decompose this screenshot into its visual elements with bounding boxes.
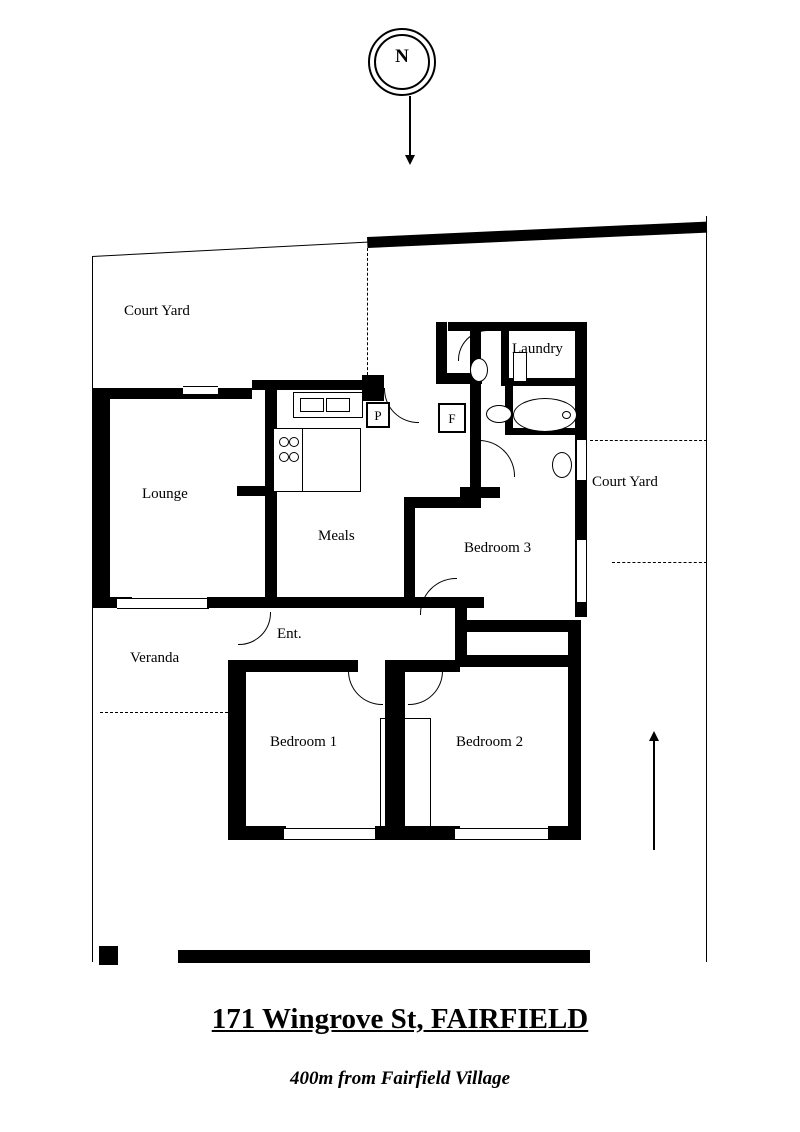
compass-north-label: N	[395, 46, 409, 67]
door-bedroom-2	[408, 670, 443, 705]
wall-bed1-north	[228, 660, 358, 672]
wall-kitchen-pier	[362, 375, 384, 401]
door-bathroom	[478, 440, 515, 477]
room-label-lounge: Lounge	[142, 486, 188, 502]
wall-bed1-south-left	[228, 826, 286, 840]
bench-line-right	[360, 428, 361, 492]
wall-bed3-south	[455, 620, 580, 632]
site-wall-bottom	[178, 950, 590, 963]
wall-bed2-south-right	[548, 826, 581, 840]
toilet-1	[470, 358, 488, 382]
wall-bed1-bed2-divider	[385, 660, 405, 840]
site-north-arrow	[653, 740, 655, 850]
bench-line-bottom	[301, 491, 361, 492]
room-label-bedroom-1: Bedroom 1	[270, 734, 338, 750]
wall-lounge-left	[92, 388, 110, 608]
compass-direction-arrow	[409, 96, 411, 156]
cooktop-burner-2	[289, 437, 299, 447]
fridge-box: F	[438, 403, 466, 433]
boundary-dash-right-upper	[590, 440, 707, 441]
toilet-2	[552, 452, 572, 478]
page-title: 171 Wingrove St, FAIRFIELD	[211, 1003, 589, 1035]
door-bedroom-1	[348, 670, 383, 705]
site-post-bottom-left	[99, 946, 118, 965]
kitchen-sink-bowl-right	[326, 398, 350, 412]
wall-lounge-right-nook	[237, 486, 277, 496]
room-label-entry: Ent.	[277, 626, 302, 642]
wall-bed3-north-ext	[460, 487, 500, 498]
site-wall-top	[367, 222, 707, 248]
wall-bed3-west	[404, 497, 415, 607]
bath-tap	[562, 411, 571, 419]
boundary-top-left	[92, 241, 370, 257]
boundary-left	[92, 256, 93, 962]
wall-laundry-left	[501, 326, 509, 384]
room-label-laundry: Laundry	[512, 341, 563, 357]
wash-basin	[486, 405, 512, 423]
kitchen-sink-bowl-left	[300, 398, 324, 412]
cooktop-burner-4	[289, 452, 299, 462]
cooktop-burner-1	[279, 437, 289, 447]
window-kitchen-west	[183, 386, 218, 395]
door-bedroom-3	[420, 578, 457, 615]
door-entry	[238, 612, 271, 645]
page-subtitle: 400m from Fairfield Village	[289, 1068, 511, 1089]
boundary-dash-courtyard	[367, 248, 368, 380]
wall-bed-south-mid	[375, 826, 460, 840]
bench-line-top	[301, 428, 361, 429]
boundary-dash-left	[100, 712, 228, 713]
window-lounge-south	[117, 598, 209, 609]
wall-meals-south	[277, 597, 415, 608]
room-label-bedroom-3: Bedroom 3	[464, 540, 532, 556]
room-label-court-yard-right: Court Yard	[592, 474, 658, 490]
wall-bed3-north	[404, 497, 481, 508]
wall-bed2-north-outer	[455, 655, 580, 667]
room-label-bedroom-2: Bedroom 2	[456, 734, 524, 750]
wall-lounge-right-lower	[265, 496, 277, 604]
robe-line-left	[380, 718, 381, 828]
wall-bed2-east	[568, 620, 581, 838]
robe-line-right	[430, 718, 431, 828]
wall-lounge-top	[92, 388, 252, 399]
room-label-veranda: Veranda	[130, 650, 180, 666]
boundary-right	[706, 216, 707, 962]
north-compass	[368, 28, 436, 96]
room-label-court-yard-top: Court Yard	[124, 303, 190, 319]
room-label-meals: Meals	[318, 528, 355, 544]
window-east-upper	[576, 440, 587, 480]
window-bedroom3-east	[576, 540, 587, 602]
cooktop-burner-3	[279, 452, 289, 462]
wall-laundry-top-right	[520, 322, 580, 331]
door-laundry	[458, 330, 489, 361]
robe-line-top	[380, 718, 430, 719]
pantry-box: P	[366, 402, 390, 428]
window-bed2-south	[455, 828, 555, 840]
wall-bed1-west	[228, 660, 246, 840]
boundary-dash-right-lower	[612, 562, 707, 563]
window-bed1-south	[284, 828, 382, 840]
